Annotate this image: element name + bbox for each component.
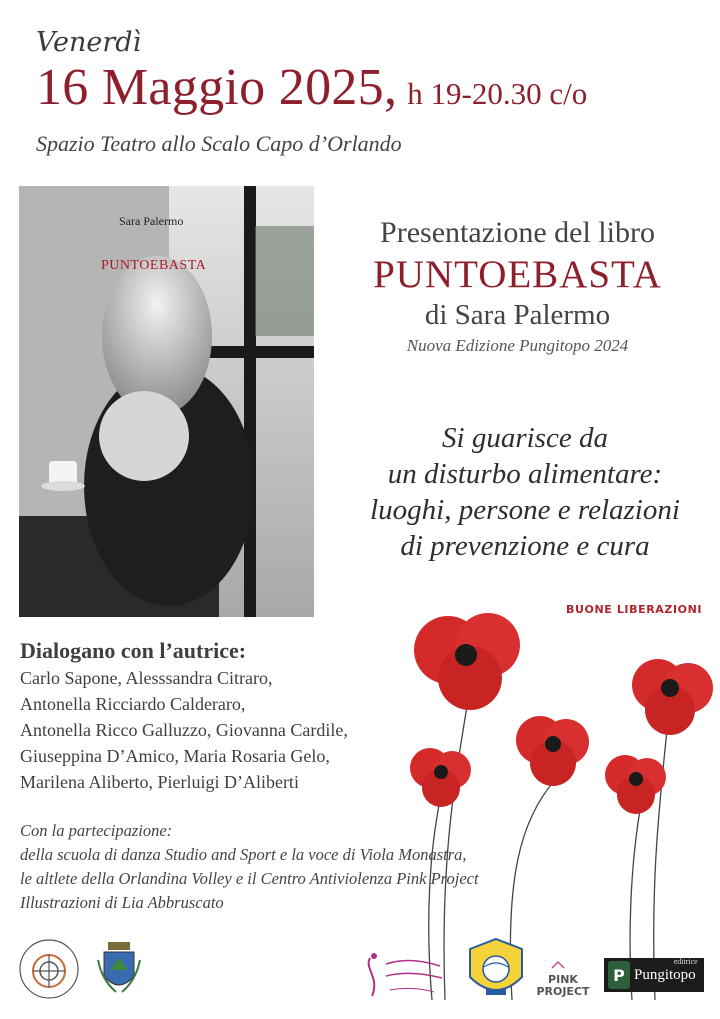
studio-dance-and-sport-logo — [360, 948, 455, 1002]
pungitopo-p-icon: P — [608, 961, 630, 989]
speakers-line: Marilena Aliberto, Pierluigi D’Aliberti — [20, 772, 299, 792]
speakers-heading: Dialogano con l’autrice: — [20, 638, 247, 663]
participation-section — [20, 819, 620, 915]
pungitopo-logo-text — [634, 956, 698, 984]
speakers-line: Carlo Sapone, Alesssandra Citraro, — [20, 668, 273, 688]
cover-author: Sara Palermo — [119, 214, 184, 228]
teatro-allo-scalo-logo — [18, 938, 80, 1000]
participation-line: della scuola di danza Studio and Sport e la voce di Viola Monastra, — [20, 845, 467, 864]
event-date: 16 Maggio 2025, — [36, 59, 398, 116]
pungitopo-logo-box — [604, 958, 704, 992]
pink-project-line1: PINK — [548, 973, 578, 986]
poppy-flower — [605, 755, 666, 814]
pungitopo-small: editrice — [673, 956, 698, 966]
participation-line: Illustrazioni di Lia Abbruscato — [20, 893, 224, 912]
presentation-label: Presentazione del libro — [380, 216, 655, 249]
buone-liberazioni-label: BUONE LIBERAZIONI — [566, 603, 703, 616]
tagline-line: luoghi, persone e relazioni — [370, 494, 680, 526]
speakers-section — [20, 637, 440, 795]
event-day: Venerdì — [36, 27, 142, 58]
speakers-line: Antonella Ricciardo Calderaro, — [20, 694, 246, 714]
pink-project-line2: PROJECT — [536, 985, 590, 998]
cover-title: PUNTOEBASTA — [101, 258, 207, 273]
book-title: PUNTOEBASTA — [373, 253, 662, 296]
book-edition: Nuova Edizione Pungitopo 2024 — [406, 336, 629, 355]
poppy-flower — [516, 716, 589, 786]
speakers-line: Giuseppina D’Amico, Maria Rosaria Gelo, — [20, 746, 330, 766]
comune-crest-logo — [96, 940, 142, 998]
speakers-line: Antonella Ricco Galluzzo, Giovanna Cardile, — [20, 720, 348, 740]
participation-line: Con la partecipazione: — [20, 821, 173, 840]
event-time: h 19-20.30 c/o — [407, 76, 588, 111]
tagline-line: di prevenzione e cura — [400, 530, 650, 562]
pungitopo-editrice-logo — [604, 958, 704, 992]
poppy-flower — [632, 659, 713, 735]
tagline-line: un disturbo alimentare: — [387, 458, 663, 490]
book-author: di Sara Palermo — [424, 299, 611, 331]
pungitopo-name: Pungitopo — [634, 966, 696, 983]
pink-project-logo — [534, 955, 592, 998]
participation-line: le altlete della Orlandina Volley e il Centro Antiviolenza Pink Project — [20, 869, 479, 888]
orlandina-volley-logo — [466, 937, 526, 1003]
tagline-line: Si guarisce da — [442, 422, 608, 454]
event-venue: Spazio Teatro allo Scalo Capo d’Orlando — [36, 131, 402, 156]
